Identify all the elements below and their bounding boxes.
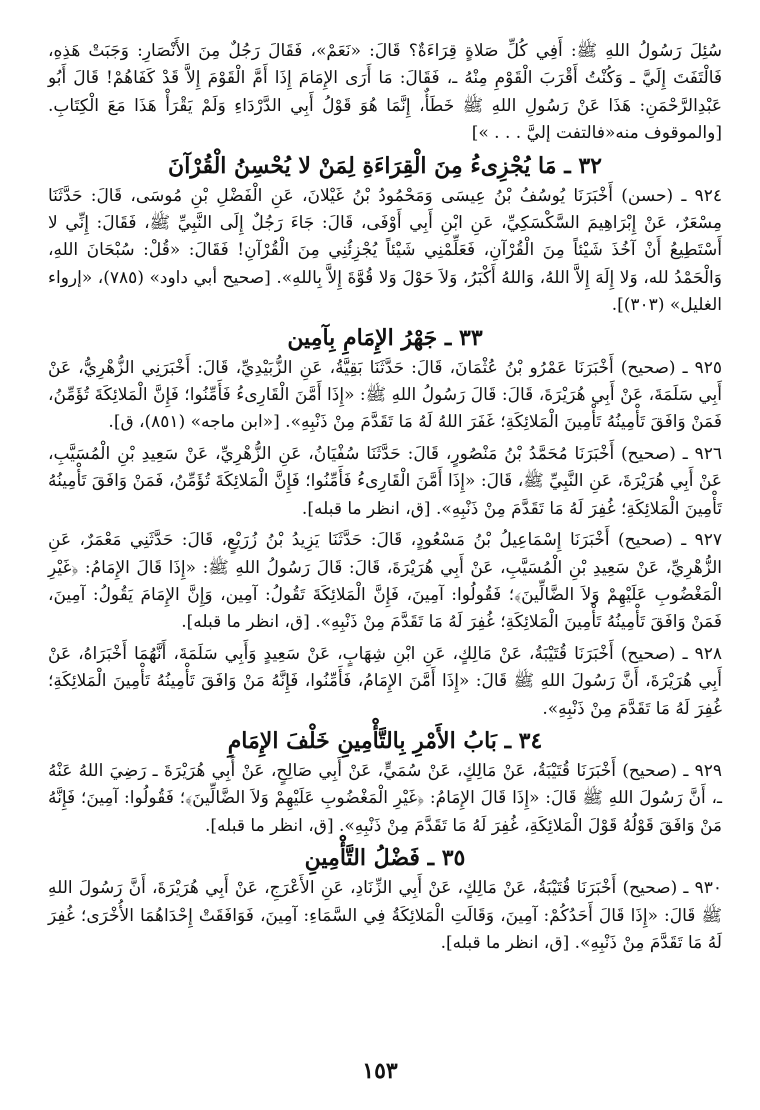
hadith-924: ٩٢٤ ـ (حسن) أَخْبَرَنَا يُوسُفُ بْنُ عِيسَى وَمَحْمُودُ بْنُ غَيْلانَ، عَنِ الْفَضْلِ بْنِ مُوسَى، قَالَ: حَدَّثَنَا مِسْعَرٌ، عَنْ إِبْرَاهِيمَ السَّكْسَكِيِّ، عَنِ ابْنِ أَبِي أَوْفَى، قَالَ: جَاءَ رَجُلٌ إِلَى النَّبِيِّ ﷺ، فَقَالَ: إِنِّي لا أَسْتَطِيعُ أَنْ آخُذَ شَيْئاً مِنَ الْقُرْآنِ، فَعَلِّمْنِي شَيْئاً يُجْزِئُنِي مِنَ الْقُرْآنِ! فَقَالَ: «قُلْ: سُبْحَانَ اللهِ، وَالْحَمْدُ لله، وَلا إِلَهَ إِلاَّ اللهُ، وَاللهُ أَكْبَرُ، وَلاَ حَوْلَ وَلا قُوَّةَ إِلاَّ بِاللهِ». [صحيح أبي داود» (٧٨٥)، «إرواء الغليل» (٣٠٣)]. (48, 185, 722, 316)
chapter-heading-33: ٣٣ ـ جَهْرُ الإِمَامِ بِآمِين (287, 324, 483, 351)
page-number: ١٥٣ (362, 1058, 398, 1084)
hadith-930: ٩٣٠ ـ (صحيح) أَخْبَرَنَا قُتَيْبَةُ، عَنْ مَالِكٍ، عَنْ أَبِي الزِّنَادِ، عَنِ الأَعْرَجِ، عَنْ أَبِي هُرَيْرَةَ، أَنَّ رَسُولَ اللهِ ﷺ قَالَ: «إِذَا قَالَ أَحَدُكُمْ: آمِينَ، وَقَالَتِ الْمَلائِكَةُ فِي السَّمَاءِ: آمِينَ، فَوَافَقَتْ إِحْدَاهُمَا الأُخْرَى؛ غُفِرَ لَهُ مَا تَقَدَّمَ مِنْ ذَنْبِهِ». [ق، انظر ما قبله]. (48, 878, 722, 953)
chapter-heading-34: ٣٤ ـ بَابُ الأَمْرِ بِالتَّأْمِينِ خَلْفَ الإِمَامِ (227, 727, 543, 754)
hadith-928: ٩٢٨ ـ (صحيح) أَخْبَرَنَا قُتَيْبَةُ، عَنْ مَالِكٍ، عَنِ ابْنِ شِهَابٍ، عَنْ سَعِيدٍ وَأَبِي سَلَمَةَ، أَنَّهُمَا أَخْبَرَاهُ، عَنْ أَبِي هُرَيْرَةَ، أَنَّ رَسُولَ اللهِ ﷺ قَالَ: «إِذَا أَمَّنَ الإِمَامُ، فَأَمِّنُوا، فَإِنَّهُ مَنْ وَافَقَ تَأْمِينُهُ تَأْمِينَ الْمَلائِكَةِ؛ غُفِرَ لَهُ مَا تَقَدَّمَ مِنْ ذَنْبِهِ». (48, 643, 722, 719)
chapter-heading-35: ٣٥ ـ فَضْلُ التَّأْمِينِ (304, 845, 466, 872)
hadith-927: ٩٢٧ ـ (صحيح) أَخْبَرَنَا إِسْمَاعِيلُ بْنُ مَسْعُودٍ، قَالَ: حَدَّثَنَا يَزِيدُ بْنُ زُرَيْعٍ، قَالَ: حَدَّثَنِي مَعْمَرٌ، عَنِ الزُّهْرِيِّ، عَنْ سَعِيدِ بْنِ الْمُسَيَّبِ، عَنْ أَبِي هُرَيْرَةَ، قَالَ: قَالَ رَسُولُ اللهِ ﷺ: «إِذَا قَالَ الإِمَامُ: ﴿غَيْرِ الْمَغْضُوبِ عَلَيْهِمْ وَلاَ الضَّالِّينَ﴾؛ فَقُولُوا: آمِينَ، فَإِنَّ الْمَلائِكَةَ تَقُولُ: آمِين، وَإِنَّ الإِمَامَ يَقُولُ: آمِينَ، فَمَنْ وَافَقَ تَأْمِينُهُ تَأْمِينَ الْمَلائِكَةِ؛ غُفِرَ لَهُ مَا تَقَدَّمَ مِنْ ذَنْبِهِ». [ق، انظر ما قبله]. (48, 530, 722, 633)
page-text (48, 38, 722, 961)
chapter-heading-32: ٣٢ ـ مَا يُجْزِىءُ مِنَ الْقِرَاءَةِ لِمَنْ لا يُحْسِنُ الْقُرْآنَ (168, 152, 602, 179)
hadith-925: ٩٢٥ ـ (صحيح) أَخْبَرَنَا عَمْرُو بْنُ عُثْمَانَ، قَالَ: حَدَّثَنَا بَقِيَّةُ، عَنِ الزُّبَيْدِيِّ، قَالَ: أَخْبَرَنِي الزُّهْرِيُّ، عَنْ أَبِي سَلَمَةَ، عَنْ أَبِي هُرَيْرَةَ، قَالَ: قَالَ رَسُولُ اللهِ ﷺ: «إِذَا أَمَّنَ الْقَارِىءُ فَأَمِّنُوا؛ فَإِنَّ الْمَلائِكَةَ تُؤَمِّنُ، فَمَنْ وَافَقَ تَأْمِينُهُ تَأْمِينَ الْمَلائِكَةِ؛ غَفَرَ اللهُ لَهُ مَا تَقَدَّمَ مِنْ ذَنْبِهِ». [«ابن ماجه» (٨٥١)، ق]. (48, 357, 722, 433)
hadith-926: ٩٢٦ ـ (صحيح) أَخْبَرَنَا مُحَمَّدُ بْنُ مَنْصُورٍ، قَالَ: حَدَّثَنَا سُفْيَانُ، عَنِ الزُّهْرِيِّ، عَنْ سَعِيدِ بْنِ الْمُسَيَّبِ، عَنْ أَبِي هُرَيْرَةَ، عَنِ النَّبِيِّ ﷺ، قَالَ: «إِذَا أَمَّنَ الْقَارِىءُ فَأَمِّنُوا؛ فَإِنَّ الْمَلائِكَةَ تُؤَمِّنُ، فَمَنْ وَافَقَ تَأْمِينُهُ تَأْمِينَ الْمَلائِكَةِ؛ غُفِرَ لَهُ مَا تَقَدَّمَ مِنْ ذَنْبِهِ». [ق، انظر ما قبله]. (48, 443, 722, 519)
paragraph-intro: سُئِلَ رَسُولُ اللهِ ﷺ: أَفِي كُلِّ صَلاةٍ قِرَاءَةٌ؟ قَالَ: «نَعَمْ»، فَقَالَ رَجُلٌ مِنَ الأَنْصَارِ: وَجَبَتْ هَذِهِ، فَالْتَفَتَ إِلَيَّ ـ وَكُنْتُ أَقْرَبَ الْقَوْمِ مِنْهُ ـ، فَقَالَ: مَا أَرَى الإِمَامَ إِذَا أَمَّ الْقَوْمَ إِلاَّ قَدْ كَفَاهُمْ! قَالَ أَبُو عَبْدِالرَّحْمَنِ: هَذَا عَنْ رَسُولِ اللهِ ﷺ خَطَأٌ، إِنَّمَا هُوَ قَوْلُ أَبِي الدَّرْدَاءِ وَلَمْ يَقْرَأْ هَذَا مَعَ الْكِتَابِ. [والموقوف منه«فالتفت إليَّ . . . »] (48, 41, 722, 144)
hadith-929: ٩٢٩ ـ (صحيح) أَخْبَرَنَا قُتَيْبَةُ، عَنْ مَالِكٍ، عَنْ سُمَيٍّ، عَنْ أَبِي صَالِحٍ، عَنْ أَبِي هُرَيْرَةَ ـ رَضِيَ اللهُ عَنْهُ ـ، أَنَّ رَسُولَ اللهِ ﷺ قَالَ: «إِذَا قَالَ الإِمَامُ: ﴿غَيْرِ الْمَغْضُوبِ عَلَيْهِمْ وَلاَ الضَّالِّينَ﴾؛ فَقُولُوا: آمِينَ؛ فَإِنَّهُ مَنْ وَافَقَ قَوْلُهُ قَوْلَ الْمَلائِكَةِ، غُفِرَ لَهُ مَا تَقَدَّمَ مِنْ ذَنْبِهِ». [ق، انظر ما قبله]. (48, 760, 722, 836)
